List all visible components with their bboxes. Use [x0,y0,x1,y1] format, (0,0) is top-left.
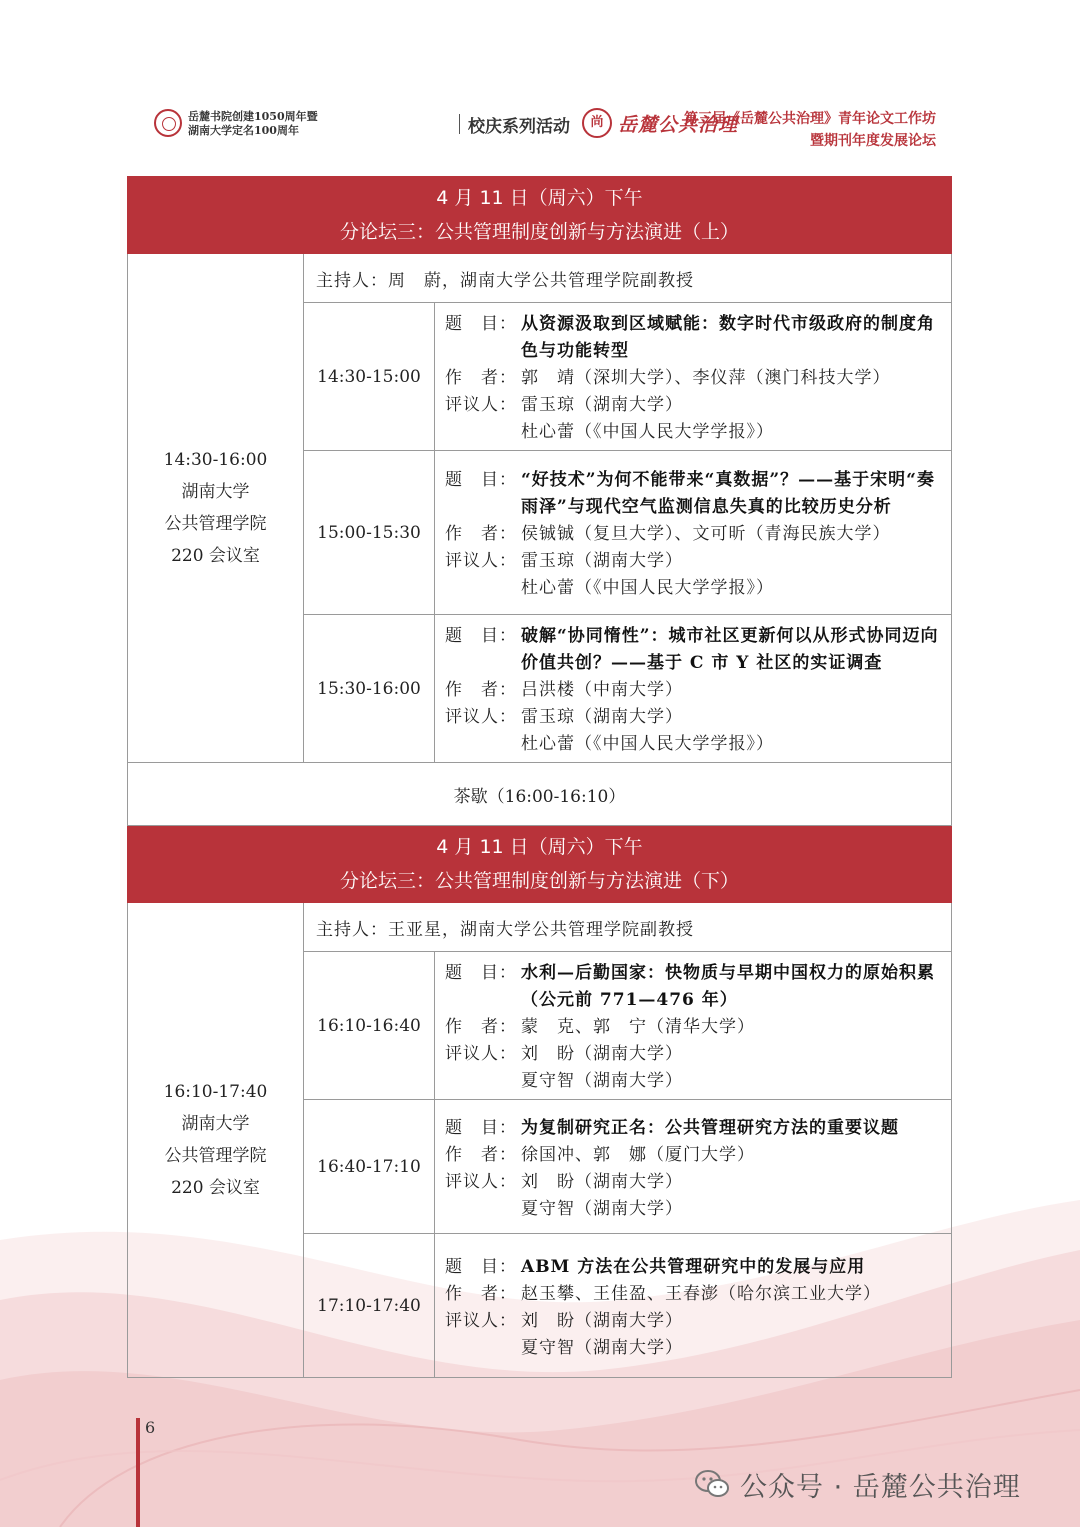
reviewer-1: 雷玉琼（湖南大学） [521,551,683,571]
paper-details [435,952,952,1100]
paper-title: 从资源汲取到区域赋能：数字时代市级政府的制度角色与功能转型 [521,314,935,361]
session-info [128,254,304,763]
host-row [128,903,952,952]
venue-line-2: 公共管理学院 [164,514,267,534]
paper-details [435,303,952,451]
paper-authors: 侯铖铖（复旦大学）、文可昕（青海民族大学） [521,524,891,544]
reviewer-2: 夏守智（湖南大学） [521,1071,683,1091]
anniversary-line-1: 岳麓书院创建1050周年暨 [188,110,318,123]
paper-title: ABM 方法在公共管理研究中的发展与应用 [521,1256,866,1277]
reviewer-label: 评议人： [445,395,517,415]
reviewer-1: 刘 盼（湖南大学） [521,1171,683,1192]
paper-details [435,615,952,763]
header-divider [459,114,460,134]
title-label: 题 目： [445,1256,517,1277]
session-forum: 分论坛三：公共管理制度创新与方法演进（下） [339,870,739,892]
anniversary-text [188,110,318,138]
venue-line-3: 220 会议室 [171,546,260,566]
reviewer-1: 雷玉琼（湖南大学） [521,395,683,415]
paper-time: 14:30-15:00 [304,303,435,451]
paper-time: 16:40-17:10 [304,1100,435,1234]
author-label: 作 者： [445,1144,517,1165]
schedule-table [127,176,952,1378]
author-label: 作 者： [445,368,517,388]
reviewer-2: 夏守智（湖南大学） [521,1198,683,1219]
paper-details [435,451,952,615]
reviewer-label: 评议人： [445,1310,517,1331]
host-row [128,254,952,303]
reviewer-label: 评议人： [445,707,517,727]
event-title-line-2: 暨期刊年度发展论坛 [810,133,936,149]
session-forum: 分论坛三：公共管理制度创新与方法演进（上） [339,221,739,243]
reviewer-label: 评议人： [445,1171,517,1192]
paper-authors: 赵玉攀、王佳盈、王春澎（哈尔滨工业大学） [521,1283,881,1304]
reviewer-2: 夏守智（湖南大学） [521,1337,683,1358]
author-label: 作 者： [445,1017,517,1037]
session-info [128,903,304,1378]
paper-authors: 徐国冲、郭 娜（厦门大学） [521,1144,755,1165]
series-title: 校庆系列活动 [468,117,570,137]
event-title-line-1: 第三届《岳麓公共治理》青年论文工作坊 [684,111,936,127]
host-text: 主持人：王亚星，湖南大学公共管理学院副教授 [304,903,952,952]
venue-line-3: 220 会议室 [171,1178,260,1198]
title-label: 题 目： [445,626,517,646]
paper-time: 17:10-17:40 [304,1234,435,1378]
paper-title: 水利—后勤国家：快物质与早期中国权力的原始积累（公元前 771—476 年） [521,963,935,1010]
wechat-icon [694,1469,730,1499]
session-header [128,826,952,903]
paper-title: 破解“协同惰性”：城市社区更新何以从形式协同迈向价值共创？——基于 C 市 Y 社区的实证调查 [521,626,939,673]
paper-time: 15:30-16:00 [304,615,435,763]
tea-break: 茶歇（16:00-16:10） [128,763,952,826]
page-number: 6 [145,1418,156,1437]
paper-title: 为复制研究正名：公共管理研究方法的重要议题 [521,1117,899,1138]
page-accent-bar [136,1418,140,1527]
reviewer-label: 评议人： [445,1044,517,1064]
author-label: 作 者： [445,524,517,544]
wechat-watermark [694,1464,1021,1504]
venue-line-1: 湖南大学 [181,1114,250,1134]
break-row [128,763,952,826]
seal-icon [154,109,182,137]
reviewer-2: 杜心蕾（《中国人民大学学报》） [521,578,774,598]
paper-details [435,1234,952,1378]
reviewer-2: 杜心蕾（《中国人民大学学报》） [521,734,774,754]
author-label: 作 者： [445,680,517,700]
journal-seal-icon: 尚 [582,108,612,138]
author-label: 作 者： [445,1283,517,1304]
session-time-range: 16:10-17:40 [163,1082,268,1102]
venue-line-1: 湖南大学 [181,482,250,502]
session-header [128,177,952,254]
paper-authors: 郭 靖（深圳大学）、李仪萍（澳门科技大学） [521,368,891,388]
reviewer-1: 刘 盼（湖南大学） [521,1044,683,1064]
session-date: 4 月 11 日（周六）下午 [436,187,643,209]
title-label: 题 目： [445,1117,517,1138]
host-text: 主持人：周 蔚，湖南大学公共管理学院副教授 [304,254,952,303]
anniversary-line-2: 湖南大学定名100周年 [188,124,299,137]
reviewer-1: 雷玉琼（湖南大学） [521,707,683,727]
session-date: 4 月 11 日（周六）下午 [436,836,643,858]
paper-time: 15:00-15:30 [304,451,435,615]
wechat-account-name: 公众号 · 岳麓公共治理 [740,1471,1021,1503]
venue-line-2: 公共管理学院 [164,1146,267,1166]
event-title [684,108,936,152]
title-label: 题 目： [445,963,517,983]
paper-time: 16:10-16:40 [304,952,435,1100]
paper-authors: 蒙 克、郭 宁（清华大学） [521,1017,755,1037]
title-label: 题 目： [445,470,517,490]
paper-details [435,1100,952,1234]
session-time-range: 14:30-16:00 [163,450,268,470]
reviewer-2: 杜心蕾（《中国人民大学学报》） [521,422,774,442]
page-header [150,100,950,160]
title-label: 题 目： [445,314,517,334]
paper-authors: 吕洪楼（中南大学） [521,680,683,700]
paper-title: “好技术”为何不能带来“真数据”？——基于宋明“奏雨泽”与现代空气监测信息失真的比较历史分析 [521,470,935,517]
journal-logo: 岳麓公共治理 [618,114,739,136]
reviewer-1: 刘 盼（湖南大学） [521,1310,683,1331]
reviewer-label: 评议人： [445,551,517,571]
